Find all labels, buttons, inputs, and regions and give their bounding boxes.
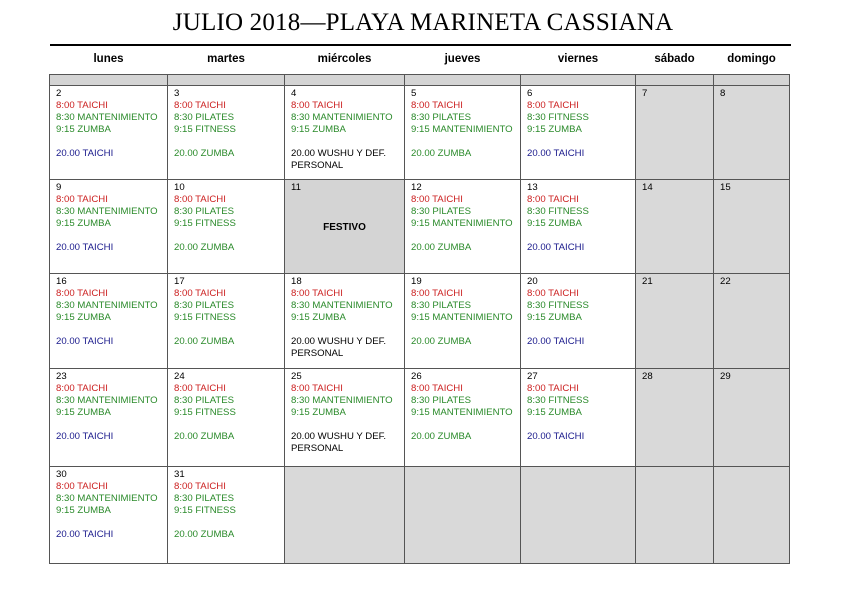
class-schedule-entry: 20.00 ZUMBA	[174, 431, 235, 442]
class-schedule-entry: 8:30 PILATES	[411, 206, 472, 217]
class-schedule-entry: 8:30 PILATES	[411, 395, 472, 406]
class-schedule-entry: 20.00 TAICHI	[56, 529, 114, 540]
day-number: 21	[642, 276, 653, 287]
day-number: 20	[527, 276, 538, 287]
class-schedule-entry: 9:15 MANTENIMIENTO	[411, 124, 513, 135]
class-schedule-entry: 9:15 ZUMBA	[56, 312, 111, 323]
class-schedule-entry: 20.00 TAICHI	[56, 148, 114, 159]
class-schedule-entry: 9:15 FITNESS	[174, 505, 236, 516]
class-schedule-entry: 20.00 ZUMBA	[174, 529, 235, 540]
class-schedule-entry: 8:30 MANTENIMIENTO	[56, 493, 158, 504]
line-spacer	[56, 230, 167, 242]
line-spacer	[411, 419, 520, 431]
day-cell-29	[714, 369, 790, 467]
day-number: 24	[174, 371, 185, 382]
line-spacer	[56, 324, 167, 336]
day-cell-5	[405, 86, 521, 180]
line-spacer	[174, 517, 284, 529]
class-schedule-entry: 20.00 ZUMBA	[411, 148, 472, 159]
class-schedule-entry: 9:15 ZUMBA	[56, 505, 111, 516]
class-schedule-entry: 8:30 FITNESS	[527, 112, 589, 123]
day-number: 13	[527, 182, 538, 193]
class-schedule-entry: 9:15 ZUMBA	[291, 124, 346, 135]
class-schedule-entry: 9:15 MANTENIMIENTO	[411, 312, 513, 323]
class-schedule-entry: 20.00 ZUMBA	[411, 336, 472, 347]
day-number: 17	[174, 276, 185, 287]
weekday-header: lunes	[93, 53, 124, 65]
day-cell-21	[636, 274, 714, 369]
day-number: 14	[642, 182, 653, 193]
day-number: 11	[291, 182, 301, 193]
calendar-table	[49, 47, 790, 564]
class-schedule-entry: 9:15 FITNESS	[174, 124, 236, 135]
day-cell-2	[50, 86, 168, 180]
class-schedule-entry: 9:15 ZUMBA	[56, 218, 111, 229]
class-schedule-entry: 20.00 TAICHI	[527, 431, 585, 442]
class-schedule-entry: 8:00 TAICHI	[411, 100, 463, 111]
class-schedule-entry: PERSONAL	[291, 160, 344, 171]
day-cell-20	[521, 274, 636, 369]
day-number: 31	[174, 469, 185, 480]
class-schedule-entry: 8:30 PILATES	[174, 493, 235, 504]
weekday-header: viernes	[557, 53, 599, 65]
day-number: 3	[174, 88, 180, 99]
class-schedule-entry: 8:30 PILATES	[174, 112, 235, 123]
page-title: JULIO 2018—PLAYA MARINETA CASSIANA	[172, 9, 674, 36]
day-cell-14	[636, 180, 714, 274]
day-cell-22	[714, 274, 790, 369]
class-schedule-entry: 20.00 ZUMBA	[411, 242, 472, 253]
class-schedule-entry: 20.00 WUSHU Y DEF.	[291, 148, 387, 159]
class-schedule-entry: 8:00 TAICHI	[291, 100, 343, 111]
empty-day-cell	[636, 467, 714, 564]
day-cell-12	[405, 180, 521, 274]
day-number: 5	[411, 88, 417, 99]
class-schedule-entry: 20.00 ZUMBA	[174, 148, 235, 159]
week-row	[50, 86, 790, 180]
day-cell-31	[168, 467, 285, 564]
class-schedule-entry: 8:00 TAICHI	[411, 194, 463, 205]
line-spacer	[174, 324, 284, 336]
class-schedule-entry: 8:00 TAICHI	[56, 194, 108, 205]
day-number: 30	[56, 469, 67, 480]
class-schedule-entry: 8:00 TAICHI	[411, 383, 463, 394]
day-cell-13	[521, 180, 636, 274]
class-schedule-entry: 8:00 TAICHI	[174, 100, 226, 111]
line-spacer	[291, 419, 404, 431]
class-schedule-entry: 8:30 MANTENIMIENTO	[56, 395, 158, 406]
day-number: 29	[720, 371, 731, 382]
class-schedule-entry: 8:30 FITNESS	[527, 300, 589, 311]
empty-day-cell	[521, 467, 636, 564]
class-schedule-entry: 8:00 TAICHI	[56, 288, 108, 299]
title-divider	[50, 44, 791, 46]
class-schedule-entry: 9:15 ZUMBA	[527, 218, 582, 229]
day-cell-30	[50, 467, 168, 564]
header-stripe-cell	[168, 75, 285, 86]
class-schedule-entry: 8:00 TAICHI	[411, 288, 463, 299]
class-schedule-entry: 8:00 TAICHI	[291, 383, 343, 394]
class-schedule-entry: 9:15 ZUMBA	[527, 124, 582, 135]
class-schedule-entry: 20.00 TAICHI	[56, 242, 114, 253]
class-schedule-entry: 8:00 TAICHI	[174, 288, 226, 299]
week-row	[50, 369, 790, 467]
day-cell-23	[50, 369, 168, 467]
day-cell-7	[636, 86, 714, 180]
weekday-header: martes	[207, 53, 245, 65]
line-spacer	[527, 230, 635, 242]
day-number: 28	[642, 371, 653, 382]
holiday-label: FESTIVO	[323, 222, 366, 233]
day-cell-24	[168, 369, 285, 467]
line-spacer	[174, 230, 284, 242]
day-cell-25	[285, 369, 405, 467]
header-stripe-cell	[405, 75, 521, 86]
line-spacer	[56, 136, 167, 148]
calendar-body	[50, 71, 790, 564]
class-schedule-entry: 8:30 MANTENIMIENTO	[56, 206, 158, 217]
class-schedule-entry: 9:15 FITNESS	[174, 407, 236, 418]
empty-day-cell	[714, 467, 790, 564]
day-cell-17	[168, 274, 285, 369]
line-spacer	[291, 136, 404, 148]
class-schedule-entry: 20.00 TAICHI	[527, 148, 585, 159]
week-row	[50, 274, 790, 369]
day-number: 23	[56, 371, 67, 382]
class-schedule-entry: 8:00 TAICHI	[527, 383, 579, 394]
day-cell-6	[521, 86, 636, 180]
day-cell-10	[168, 180, 285, 274]
day-number: 2	[56, 88, 62, 99]
class-schedule-entry: 9:15 ZUMBA	[291, 407, 346, 418]
day-number: 25	[291, 371, 302, 382]
line-spacer	[291, 324, 404, 336]
class-schedule-entry: 8:00 TAICHI	[291, 288, 343, 299]
header-stripe-cell	[636, 75, 714, 86]
class-schedule-entry: 8:00 TAICHI	[56, 100, 108, 111]
day-cell-3	[168, 86, 285, 180]
day-cell-11	[285, 180, 405, 274]
class-schedule-entry: 8:00 TAICHI	[174, 194, 226, 205]
day-number: 22	[720, 276, 731, 287]
class-schedule-entry: 8:30 PILATES	[174, 395, 235, 406]
class-schedule-entry: 8:30 FITNESS	[527, 206, 589, 217]
weekday-header: jueves	[444, 53, 481, 65]
day-cell-16	[50, 274, 168, 369]
class-schedule-entry: 8:00 TAICHI	[527, 288, 579, 299]
class-schedule-entry: 8:30 MANTENIMIENTO	[291, 300, 393, 311]
class-schedule-entry: 8:30 PILATES	[411, 112, 472, 123]
empty-day-cell	[285, 467, 405, 564]
class-schedule-entry: 8:00 TAICHI	[527, 194, 579, 205]
day-cell-26	[405, 369, 521, 467]
day-number: 9	[56, 182, 62, 193]
class-schedule-entry: 20.00 ZUMBA	[174, 336, 235, 347]
line-spacer	[411, 324, 520, 336]
week-row	[50, 467, 790, 564]
class-schedule-entry: 8:00 TAICHI	[174, 481, 226, 492]
class-schedule-entry: 8:30 PILATES	[174, 300, 235, 311]
header-stripe-cell	[50, 75, 168, 86]
class-schedule-entry: 20.00 TAICHI	[527, 242, 585, 253]
day-number: 6	[527, 88, 533, 99]
class-schedule-entry: PERSONAL	[291, 443, 344, 454]
class-schedule-entry: 9:15 ZUMBA	[527, 312, 582, 323]
line-spacer	[411, 230, 520, 242]
class-schedule-entry: 8:30 FITNESS	[527, 395, 589, 406]
class-schedule-entry: 20.00 TAICHI	[527, 336, 585, 347]
class-schedule-entry: 9:15 ZUMBA	[291, 312, 346, 323]
day-number: 8	[720, 88, 726, 99]
line-spacer	[411, 136, 520, 148]
day-cell-8	[714, 86, 790, 180]
class-schedule-entry: 8:30 PILATES	[411, 300, 472, 311]
day-cell-27	[521, 369, 636, 467]
line-spacer	[56, 419, 167, 431]
class-schedule-entry: 20.00 WUSHU Y DEF.	[291, 431, 387, 442]
day-cell-28	[636, 369, 714, 467]
day-number: 12	[411, 182, 422, 193]
class-schedule-entry: 8:00 TAICHI	[56, 383, 108, 394]
line-spacer	[56, 517, 167, 529]
class-schedule-entry: PERSONAL	[291, 348, 344, 359]
line-spacer	[527, 324, 635, 336]
class-schedule-entry: 8:00 TAICHI	[174, 383, 226, 394]
day-cell-4	[285, 86, 405, 180]
day-cell-19	[405, 274, 521, 369]
class-schedule-entry: 9:15 FITNESS	[174, 218, 236, 229]
class-schedule-entry: 20.00 ZUMBA	[411, 431, 472, 442]
class-schedule-entry: 20.00 ZUMBA	[174, 242, 235, 253]
weekday-header: miércoles	[317, 53, 372, 65]
weekday-header: sábado	[654, 53, 695, 65]
day-number: 27	[527, 371, 538, 382]
day-cell-18	[285, 274, 405, 369]
class-schedule-entry: 9:15 ZUMBA	[56, 124, 111, 135]
header-stripe-cell	[521, 75, 636, 86]
class-schedule-entry: 8:30 MANTENIMIENTO	[291, 112, 393, 123]
day-number: 19	[411, 276, 422, 287]
class-schedule-entry: 20.00 TAICHI	[56, 336, 114, 347]
day-number: 16	[56, 276, 67, 287]
line-spacer	[174, 136, 284, 148]
class-schedule-entry: 8:00 TAICHI	[56, 481, 108, 492]
class-schedule-entry: 9:15 ZUMBA	[56, 407, 111, 418]
day-cell-9	[50, 180, 168, 274]
header-stripe-row	[50, 75, 790, 86]
weekday-header: domingo	[727, 53, 776, 65]
class-schedule-entry: 8:30 MANTENIMIENTO	[291, 395, 393, 406]
class-schedule-entry: 9:15 FITNESS	[174, 312, 236, 323]
class-schedule-entry: 9:15 ZUMBA	[527, 407, 582, 418]
class-schedule-entry: 8:30 MANTENIMIENTO	[56, 300, 158, 311]
header-stripe-cell	[714, 75, 790, 86]
class-schedule-entry: 9:15 MANTENIMIENTO	[411, 407, 513, 418]
class-schedule-entry: 8:30 MANTENIMIENTO	[56, 112, 158, 123]
class-schedule-entry: 20.00 WUSHU Y DEF.	[291, 336, 387, 347]
day-number: 4	[291, 88, 297, 99]
class-schedule-entry: 8:00 TAICHI	[527, 100, 579, 111]
weekday-header-row	[50, 47, 790, 71]
header-stripe-cell	[285, 75, 405, 86]
class-schedule-entry: 20.00 TAICHI	[56, 431, 114, 442]
day-cell-15	[714, 180, 790, 274]
day-number: 15	[720, 182, 731, 193]
day-number: 7	[642, 88, 648, 99]
day-number: 18	[291, 276, 302, 287]
class-schedule-entry: 8:30 PILATES	[174, 206, 235, 217]
line-spacer	[527, 136, 635, 148]
line-spacer	[527, 419, 635, 431]
class-schedule-entry: 9:15 MANTENIMIENTO	[411, 218, 513, 229]
day-number: 26	[411, 371, 422, 382]
empty-day-cell	[405, 467, 521, 564]
line-spacer	[174, 419, 284, 431]
week-row	[50, 180, 790, 274]
day-number: 10	[174, 182, 185, 193]
